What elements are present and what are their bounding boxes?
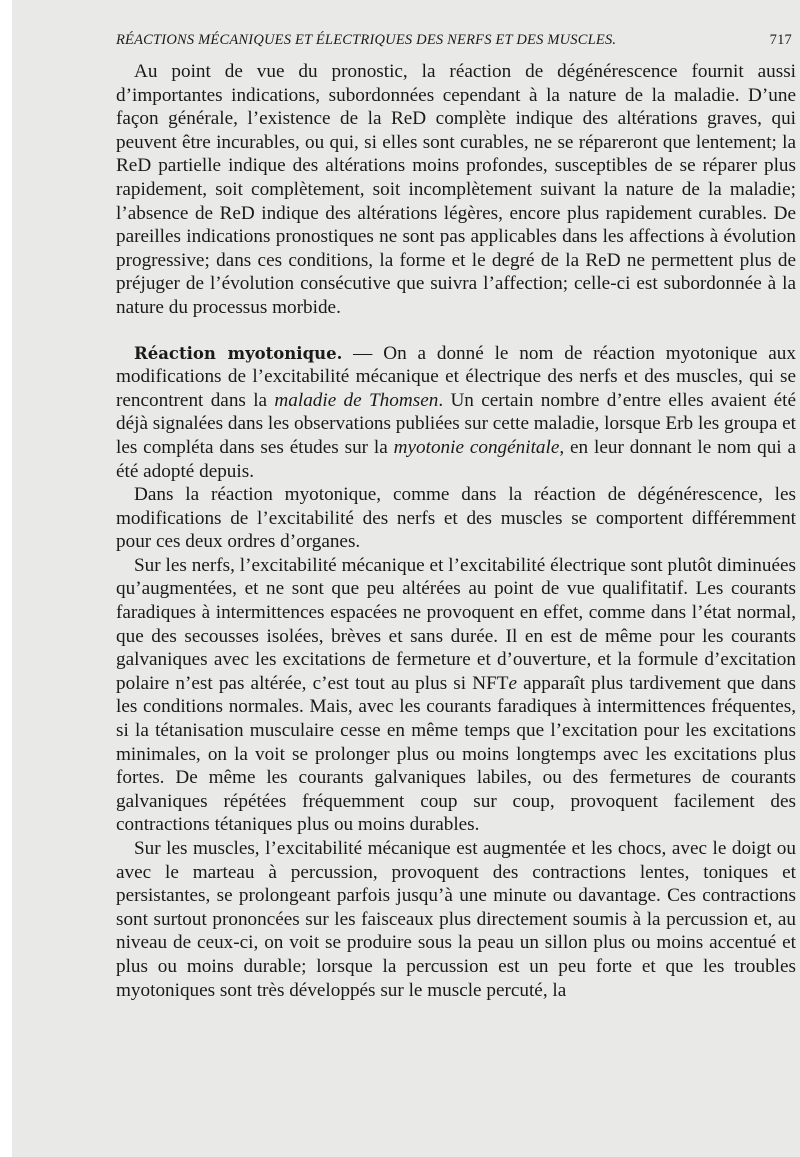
italic-term: maladie de Thomsen: [274, 389, 439, 411]
paragraph-muscles: [116, 837, 796, 1002]
running-head: [116, 32, 792, 49]
paragraph-text: Sur les nerfs, l’excitabilité mécanique et l’excitabilité électrique sont plutôt diminuées qu’augmentées, et ne sont que peu altérées au point de vue qualifitatif. Les courants faradiques à intermittences espacées ne provoquent en effet, comme dans l’état normal, que des secousses isolées, brèves et sans durée. Il en est de même pour les courants galvaniques avec les excitations de fermeture et d’ouverture, et la formule d’excitation polaire n’est pas altérée, c’est tout au plus si NFT: [116, 554, 796, 694]
paragraph-nerves: [116, 554, 796, 837]
book-page: [12, 0, 800, 1157]
section-gap: [116, 320, 796, 342]
em-dash: —: [342, 342, 384, 364]
italic-term: e: [508, 672, 518, 694]
page-body: [116, 60, 796, 1002]
italic-term: myotonie congénitale: [393, 436, 560, 458]
section-heading: Réaction myotonique.: [134, 343, 343, 363]
paragraph-text: On a donné le nom de réaction myotonique aux modifications de l’excitabilité mécanique et électrique des nerfs et des muscles, qui se rencontrent dans la: [116, 342, 796, 411]
paragraph-text: apparaît plus tardivement que dans les conditions normales. Mais, avec les courants faradiques à intermittences fréquentes, si la tétanisation musculaire cesse en même temps que l’excitation pour les excitations minimales, on la voit se prolonger plus ou moins longtemps avec les excitations plus fortes. De même les courants galvaniques labiles, ou des fermetures de courants galvaniques répétées fréquemment coup sur coup, provoquent facilement des contractions tétaniques plus ou moins durables.: [116, 672, 796, 836]
running-head-title: RÉACTIONS MÉCANIQUES ET ÉLECTRIQUES DES NERFS ET DES MUSCLES.: [116, 32, 617, 48]
paragraph-text: Dans la réaction myotonique, comme dans la réaction de dégénérescence, les modifications de l’excitabilité des nerfs et des muscles se comportent différemment pour ces deux ordres d’organes.: [116, 484, 796, 553]
paragraph-text: , en leur donnant le nom qui a été adopté depuis.: [116, 436, 796, 482]
paragraph-text: . Un certain nombre d’entre elles avaient été déjà signalées dans les observations publiées sur cette maladie, lorsque Erb les groupa et les compléta dans ses études sur la: [116, 389, 796, 458]
paragraph-text: Sur les muscles, l’excitabilité mécanique est augmentée et les chocs, avec le doigt ou avec le marteau à percussion, provoquent des contractions lentes, toniques et persistantes, se prolongeant parfois jusqu’à une minute ou davantage. Ces contractions sont surtout prononcées sur les faisceaux plus directement soumis à la percussion et, au niveau de ceux-ci, on voit se produire sous la peau un sillon plus ou moins accentué et plus ou moins durable; lorsque la percussion est un peu forte et que les troubles myotoniques sont très développés sur le muscle percuté, la: [116, 838, 796, 1001]
paragraph-myotonic-reaction: [116, 342, 796, 484]
paragraph-prognosis: [116, 60, 796, 320]
paragraph-text: Au point de vue du pronostic, la réaction de dégénérescence fournit aussi d’importantes indications, subordonnées cependant à la nature de la maladie. D’une façon générale, l’existence de la ReD complète indique des altérations graves, qui peuvent être incurables, ou qui, si elles sont curables, ne se répareront que lentement; la ReD partielle indique des altérations moins profondes, susceptibles de se réparer plus rapidement, soit complètement, soit incomplètement suivant la nature de la maladie; l’absence de ReD indique des altérations légères, encore plus rapidement curables. De pareilles indications pronostiques ne sont pas applicables dans les affections à évolution progressive; dans ces conditions, la forme et le degré de la ReD ne permettent plus de préjuger de l’évolution consécutive que suivra l’affection; celle-ci est subordonnée à la nature du processus morbide.: [116, 61, 796, 318]
page-number: 717: [769, 32, 792, 48]
paragraph-comparison: [116, 483, 796, 554]
